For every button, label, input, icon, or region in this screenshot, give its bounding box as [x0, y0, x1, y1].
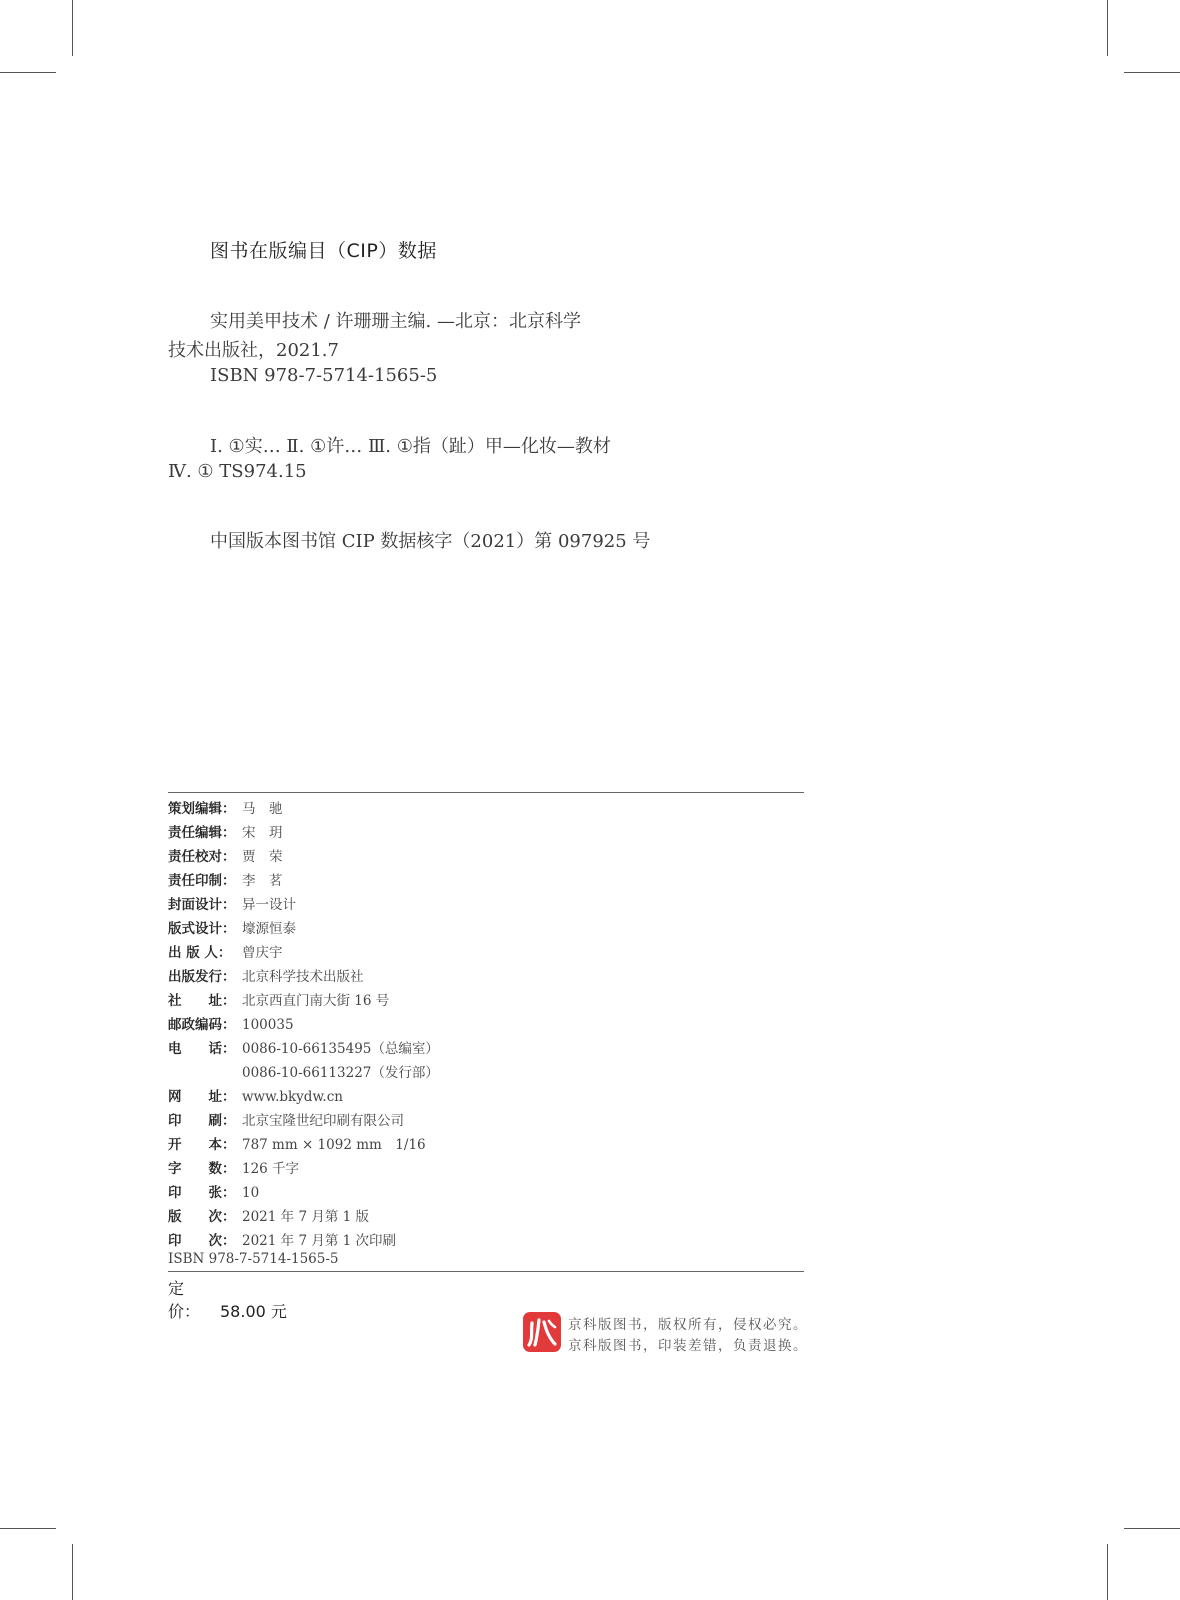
info-value: 北京科学技术出版社 [242, 969, 364, 985]
info-row-phone [168, 1037, 439, 1060]
cip-subject-line: Ⅰ. ①实… Ⅱ. ①许… Ⅲ. ①指（趾）甲—化妆—教材 [210, 436, 611, 457]
info-row-layout-design [168, 917, 296, 940]
crop-mark [1107, 0, 1108, 56]
info-label: 印 刷： [168, 1113, 236, 1129]
info-row-postcode [168, 1013, 294, 1036]
info-row-sheets [168, 1181, 259, 1204]
info-value: 贾 荣 [242, 849, 283, 865]
info-label: 开 本： [168, 1137, 236, 1153]
crop-mark [0, 1528, 56, 1529]
info-label: 版 次： [168, 1209, 236, 1225]
info-label: 出 版 人： [168, 945, 232, 961]
info-row-printing [168, 1229, 396, 1252]
info-row-format [168, 1133, 426, 1156]
price [168, 1276, 287, 1322]
info-value: 100035 [242, 1017, 294, 1033]
info-label: 字 数： [168, 1161, 236, 1177]
info-row-word-count [168, 1157, 299, 1180]
price-value: 58.00 元 [220, 1302, 287, 1321]
info-value: www.bkydw.cn [242, 1089, 343, 1105]
replacement-notice: 京科版图书，印装差错，负责退换。 [568, 1338, 808, 1354]
info-label: 责任编辑： [168, 825, 236, 841]
info-row-phone-2 [168, 1061, 439, 1084]
info-value: 2021 年 7 月第 1 版 [242, 1209, 369, 1225]
info-label: 策划编辑： [168, 801, 236, 817]
crop-mark [0, 72, 56, 73]
info-value: 壕源恒泰 [242, 921, 296, 937]
price-label: 定 价： [168, 1279, 217, 1321]
crop-mark [72, 1544, 73, 1600]
info-value: 马 驰 [242, 801, 283, 817]
info-row-address [168, 989, 389, 1012]
info-label: 责任印制： [168, 873, 236, 889]
bottom-rule [168, 1271, 804, 1272]
info-row-printer [168, 1109, 404, 1132]
info-value: 126 千字 [242, 1161, 300, 1177]
info-label: 印 张： [168, 1185, 236, 1201]
info-value: 0086-10-66135495（总编室） [242, 1041, 439, 1057]
info-row-distributor [168, 965, 364, 988]
info-label: 邮政编码： [168, 1017, 236, 1033]
crop-mark [1124, 1528, 1180, 1529]
info-row-planning-editor [168, 797, 283, 820]
info-value: 李 茗 [242, 873, 283, 889]
info-value: 0086-10-66113227（发行部） [242, 1065, 439, 1081]
cip-record-line: 中国版本图书馆 CIP 数据核字（2021）第 097925 号 [210, 531, 651, 552]
info-row-printing-manager [168, 869, 283, 892]
info-value: 异一设计 [242, 897, 296, 913]
info-row-edition [168, 1205, 369, 1228]
info-row-responsible-editor [168, 821, 283, 844]
cip-heading: 图书在版编目（CIP）数据 [210, 240, 437, 262]
publisher-logo-icon [523, 1312, 561, 1352]
info-value: 宋 玥 [242, 825, 283, 841]
crop-mark [1107, 1544, 1108, 1600]
isbn: ISBN 978-7-5714-1565-5 [168, 1251, 339, 1267]
crop-mark [72, 0, 73, 56]
info-value: 10 [242, 1185, 260, 1201]
info-value: 曾庆宇 [242, 945, 283, 961]
info-label: 出版发行： [168, 969, 236, 985]
info-value: 北京宝隆世纪印刷有限公司 [242, 1113, 404, 1129]
info-value: 2021 年 7 月第 1 次印刷 [242, 1233, 396, 1249]
info-label: 责任校对： [168, 849, 236, 865]
info-value: 北京西直门南大街 16 号 [242, 993, 390, 1009]
cip-classification-line: Ⅳ. ① TS974.15 [168, 461, 307, 482]
info-row-proofreader [168, 845, 283, 868]
info-row-publisher-person [168, 941, 283, 964]
cip-title-line: 实用美甲技术 / 许珊珊主编. —北京：北京科学 [210, 311, 581, 332]
top-rule [168, 792, 804, 793]
info-label: 封面设计： [168, 897, 236, 913]
info-label: 版式设计： [168, 921, 236, 937]
crop-mark [1124, 72, 1180, 73]
info-label: 社 址： [168, 993, 236, 1009]
cip-publisher-line: 技术出版社，2021.7 [168, 340, 339, 361]
info-label: 印 次： [168, 1233, 236, 1249]
info-row-website [168, 1085, 343, 1108]
info-label: 网 址： [168, 1089, 236, 1105]
info-label: 电 话： [168, 1041, 236, 1057]
info-row-cover-design [168, 893, 296, 916]
cip-isbn-line: ISBN 978-7-5714-1565-5 [210, 365, 438, 386]
info-value: 787 mm × 1092 mm 1/16 [242, 1137, 426, 1153]
copyright-notice: 京科版图书，版权所有，侵权必究。 [568, 1317, 808, 1333]
